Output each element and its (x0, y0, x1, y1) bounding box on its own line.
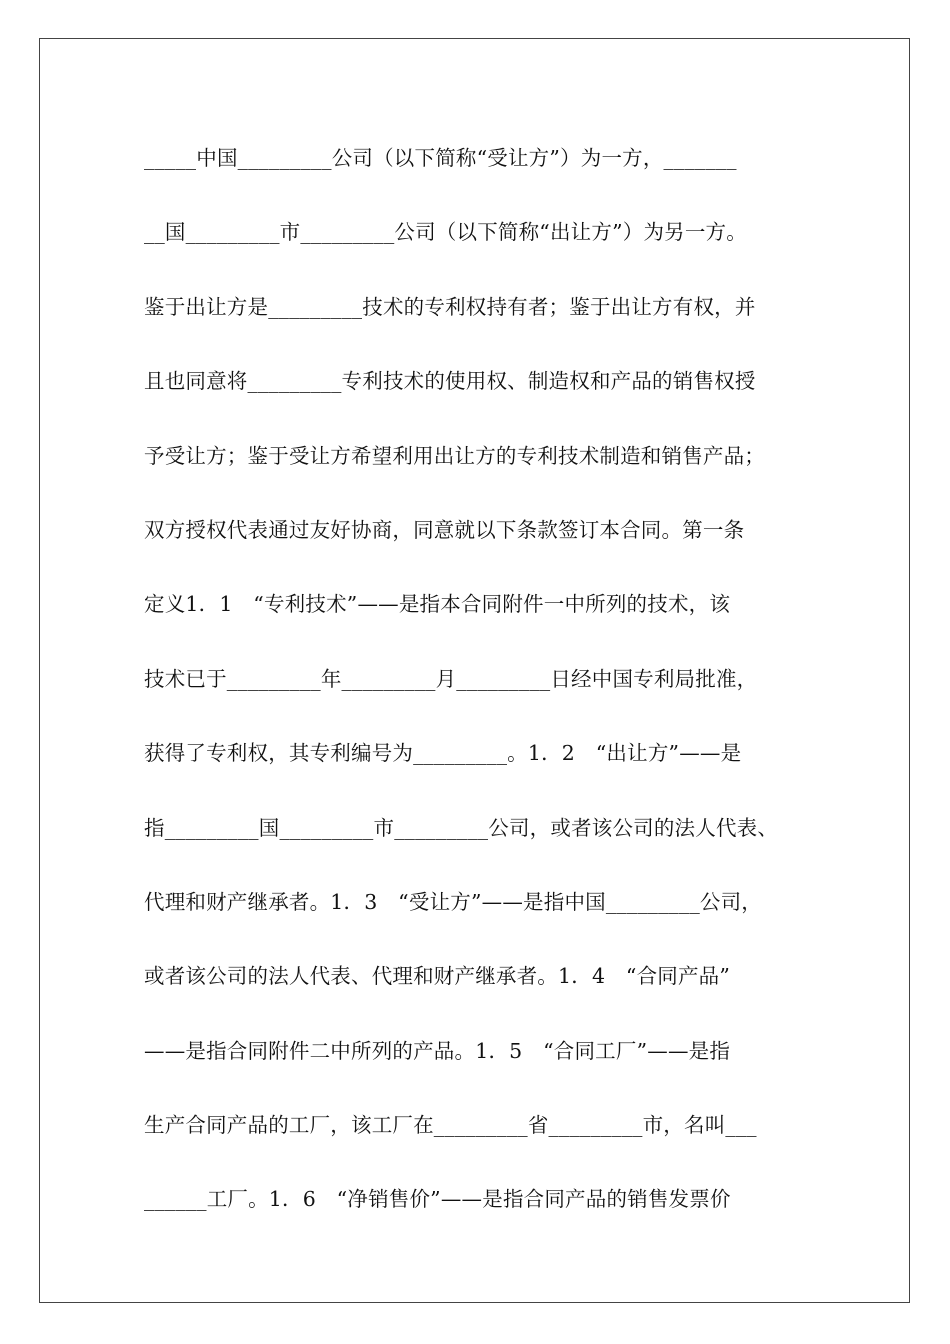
text-line: 予受让方；鉴于受让方希望利用出让方的专利技术制造和销售产品； (144, 443, 765, 468)
text-line: ______工厂。1．6 “净销售价”——是指合同产品的销售发票价 (144, 1187, 731, 1212)
text-line: 且也同意将_________专利技术的使用权、制造权和产品的销售权授 (144, 369, 756, 394)
text-line: 或者该公司的法人代表、代理和财产继承者。1．4 “合同产品” (144, 964, 731, 989)
text-line: 指_________国_________市_________公司，或者该公司的法人代表、 (144, 815, 779, 840)
text-line: 技术已于_________年_________月_________日经中国专利局批准， (144, 666, 758, 691)
text-line: __国_________市_________公司（以下简称“出让方”）为另一方。 (144, 220, 747, 245)
text-line: 双方授权代表通过友好协商，同意就以下条款签订本合同。第一条 (144, 517, 745, 542)
text-line: 获得了专利权，其专利编号为_________。1．2 “出让方”——是 (144, 741, 742, 766)
contract-text (144, 128, 824, 1244)
text-line: 生产合同产品的工厂，该工厂在_________省_________市，名叫___ (144, 1113, 757, 1138)
text-line: _____中国_________公司（以下简称“受让方”）为一方，_______ (144, 146, 737, 170)
text-line: 代理和财产继承者。1．3 “受让方”——是指中国_________公司， (144, 889, 762, 914)
text-line: ——是指合同附件二中所列的产品。1．5 “合同工厂”——是指 (144, 1038, 731, 1063)
text-line: 鉴于出让方是_________技术的专利权持有者；鉴于出让方有权，并 (144, 294, 756, 319)
text-line: 定义1．1 “专利技术”——是指本合同附件一中所列的技术，该 (144, 592, 731, 617)
